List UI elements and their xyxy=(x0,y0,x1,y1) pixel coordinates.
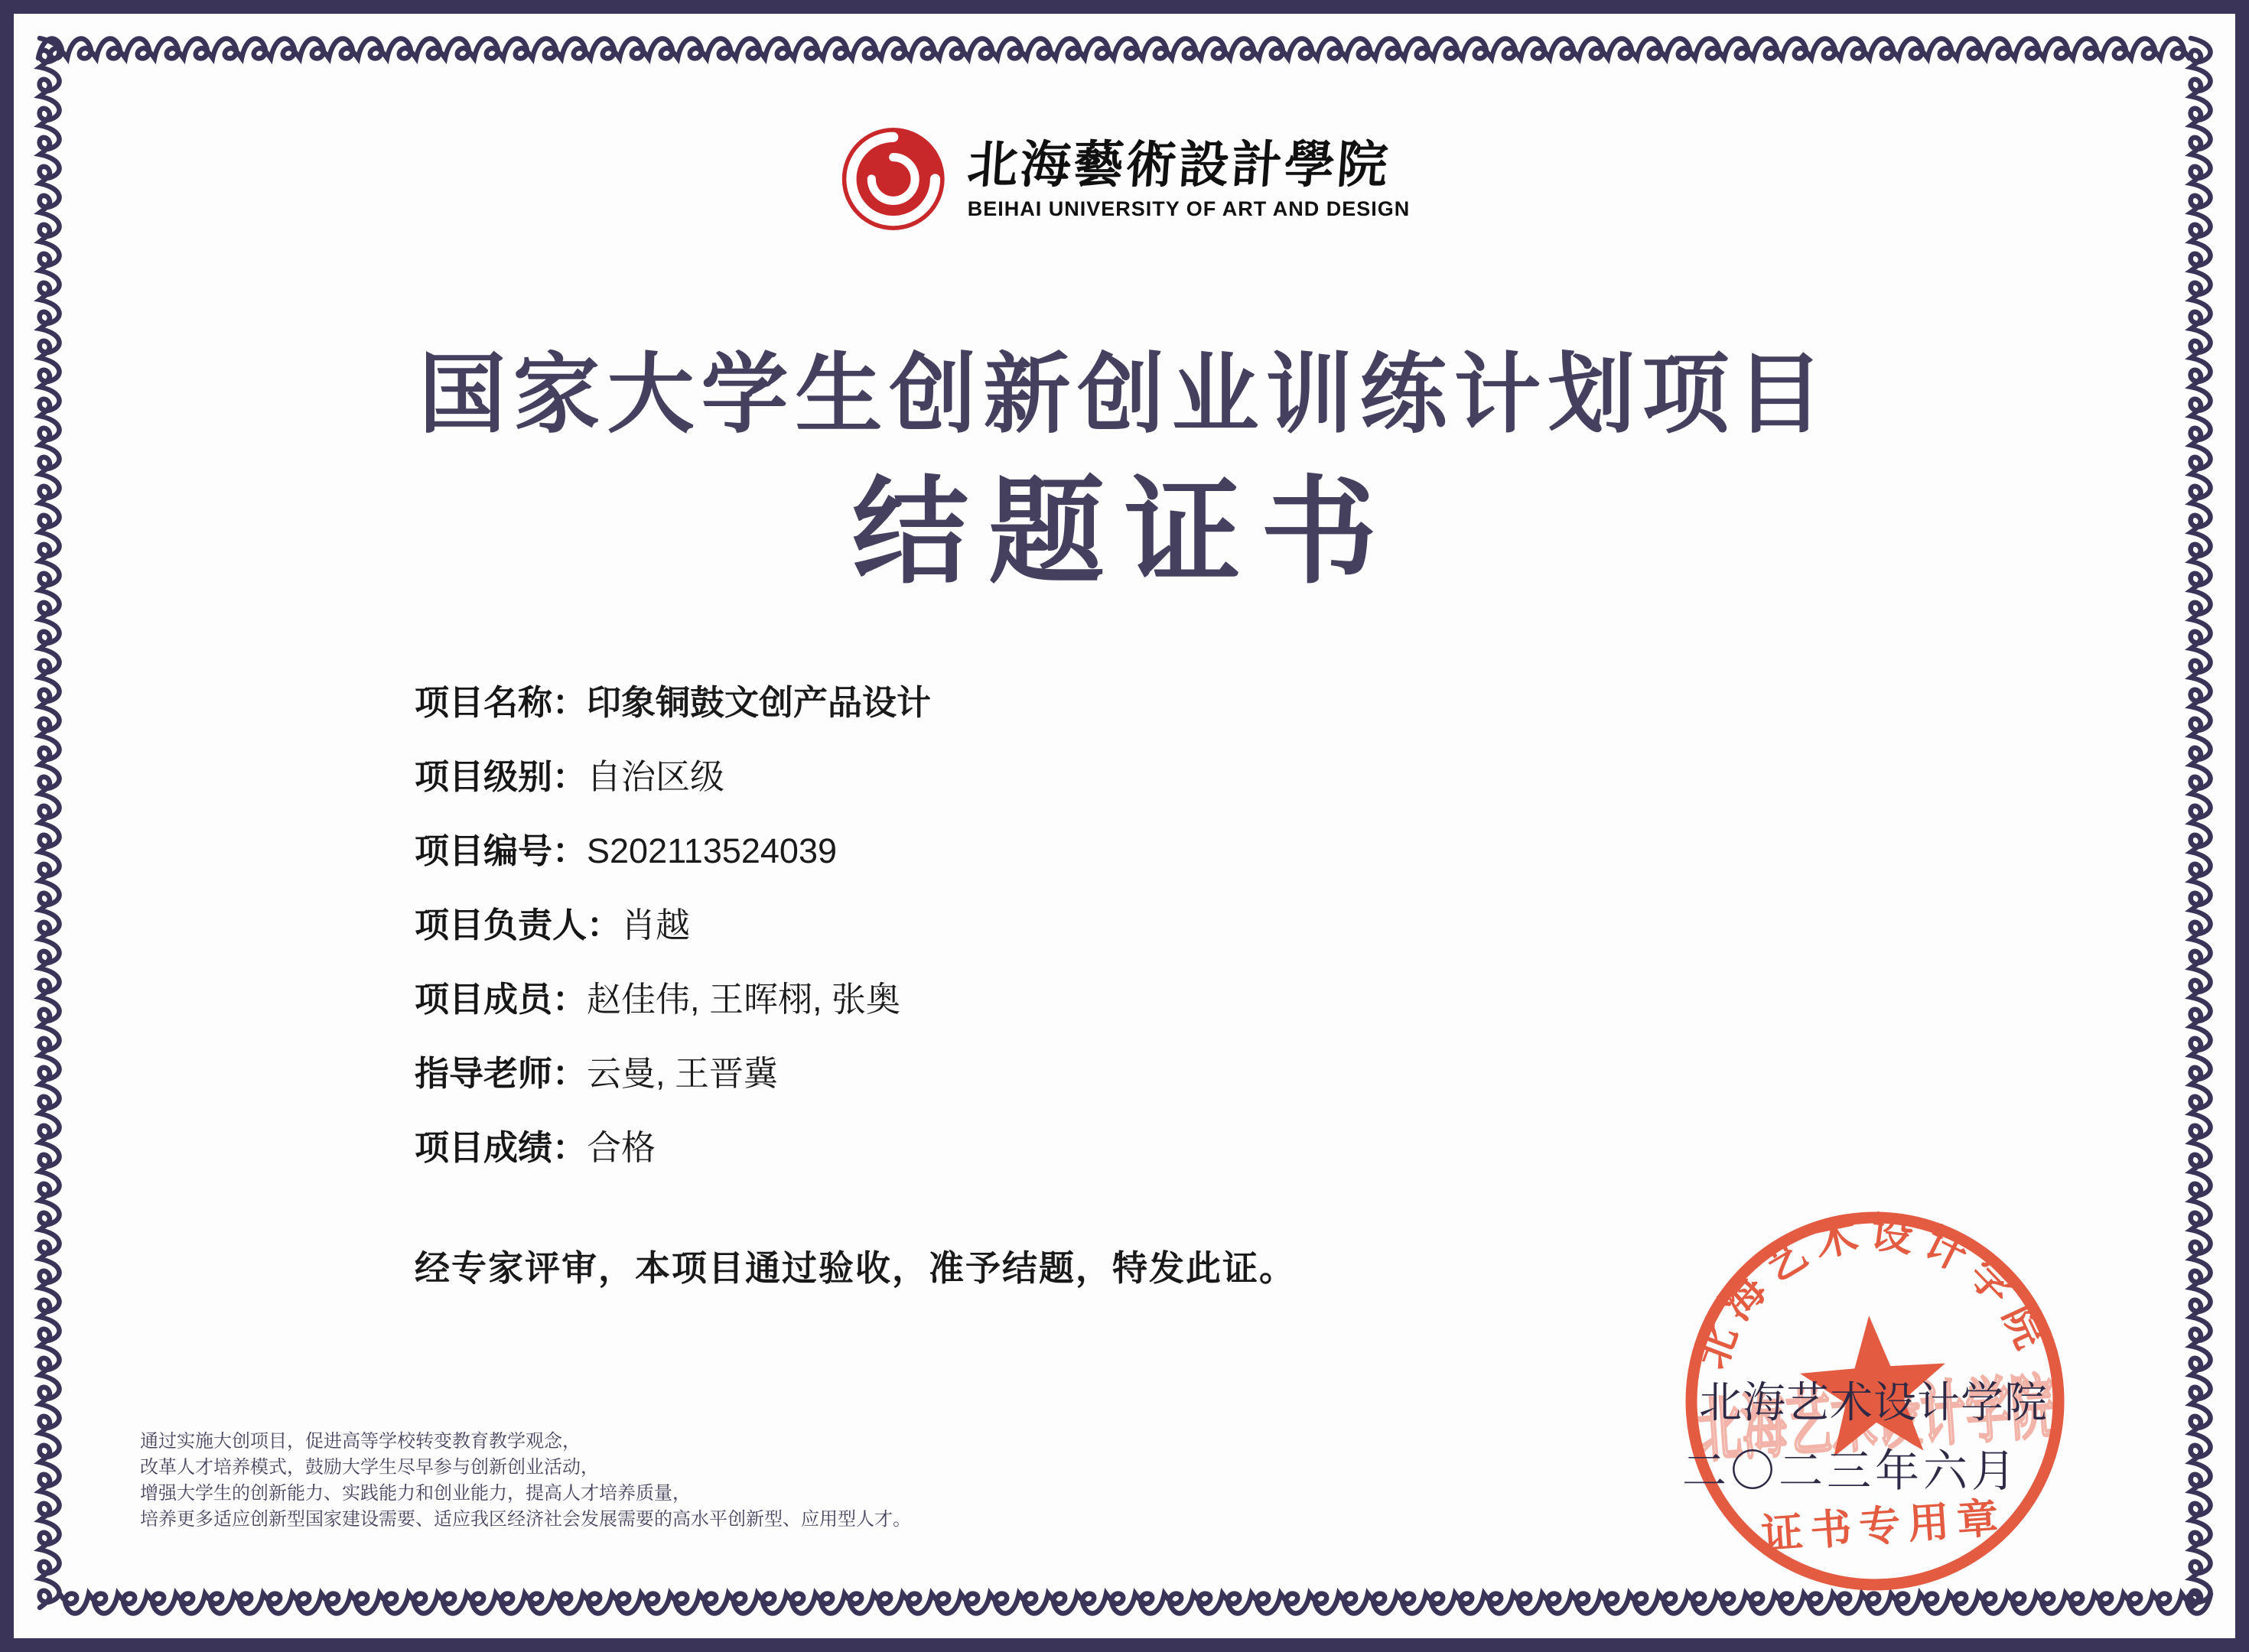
rope-border-right xyxy=(2182,35,2218,1617)
field-label: 项目成员： xyxy=(415,980,587,1019)
field-row-advisors xyxy=(415,1056,931,1091)
university-header xyxy=(839,125,1411,233)
field-value: 赵佳伟, 王晖栩, 张奥 xyxy=(587,980,901,1019)
program-title: 国家大学生创新创业训练计划项目 xyxy=(418,346,1831,444)
field-row-project-members xyxy=(415,982,931,1017)
project-fields xyxy=(415,685,931,1205)
footnote-line: 通过实施大创项目，促进高等学校转变教育教学观念， xyxy=(140,1432,581,1452)
field-value: 合格 xyxy=(587,1128,656,1167)
seal-arc-text: 北海艺术设计学院 xyxy=(1687,1208,2059,1375)
field-label: 项目成绩： xyxy=(415,1128,587,1167)
field-value: 自治区级 xyxy=(587,757,725,796)
field-value: 肖越 xyxy=(621,906,691,945)
footnote-line: 增强大学生的创新能力、实践能力和创业能力，提高人才培养质量， xyxy=(140,1484,691,1504)
issuer-name: 北海艺术设计学院 xyxy=(1699,1378,2048,1426)
field-row-project-number xyxy=(415,831,931,870)
seal-bottom-text: 证书专用章 xyxy=(1759,1494,2008,1558)
approval-statement: 经专家评审，本项目通过验收，准予结题，特发此证。 xyxy=(415,1248,1296,1288)
program-description-footnote xyxy=(140,1429,911,1533)
field-row-project-level xyxy=(415,759,931,795)
university-name-english: BEIHAI UNIVERSITY OF ART AND DESIGN xyxy=(967,197,1411,220)
field-label: 项目名称： xyxy=(415,683,587,722)
issue-date: 二〇二三年六月 xyxy=(1682,1446,2020,1496)
rope-border-left xyxy=(31,35,67,1617)
field-label: 项目级别： xyxy=(415,757,587,796)
field-label: 项目编号： xyxy=(415,831,587,870)
field-value: S202113524039 xyxy=(587,831,838,870)
field-row-project-name xyxy=(415,685,931,720)
rope-border-top xyxy=(35,31,2214,67)
field-value: 云曼, 王晋冀 xyxy=(587,1054,779,1093)
university-name-block xyxy=(965,137,1411,221)
field-row-project-leader xyxy=(415,908,931,943)
footnote-line: 改革人才培养模式，鼓励大学生尽早参与创新创业活动， xyxy=(140,1458,599,1478)
university-name-calligraphy: 北海藝術設計學院 xyxy=(965,137,1392,193)
field-row-project-result xyxy=(415,1130,931,1166)
footnote-line: 培养更多适应创新型国家建设需要、适应我区经济社会发展需要的高水平创新型、应用型人才。 xyxy=(140,1510,911,1530)
official-seal-group xyxy=(1676,1202,2074,1600)
field-value: 印象铜鼓文创产品设计 xyxy=(587,683,932,722)
university-logo-icon xyxy=(839,125,948,233)
certificate-title: 结题证书 xyxy=(852,469,1397,597)
field-label: 项目负责人： xyxy=(415,906,622,945)
field-label: 指导老师： xyxy=(415,1054,587,1093)
